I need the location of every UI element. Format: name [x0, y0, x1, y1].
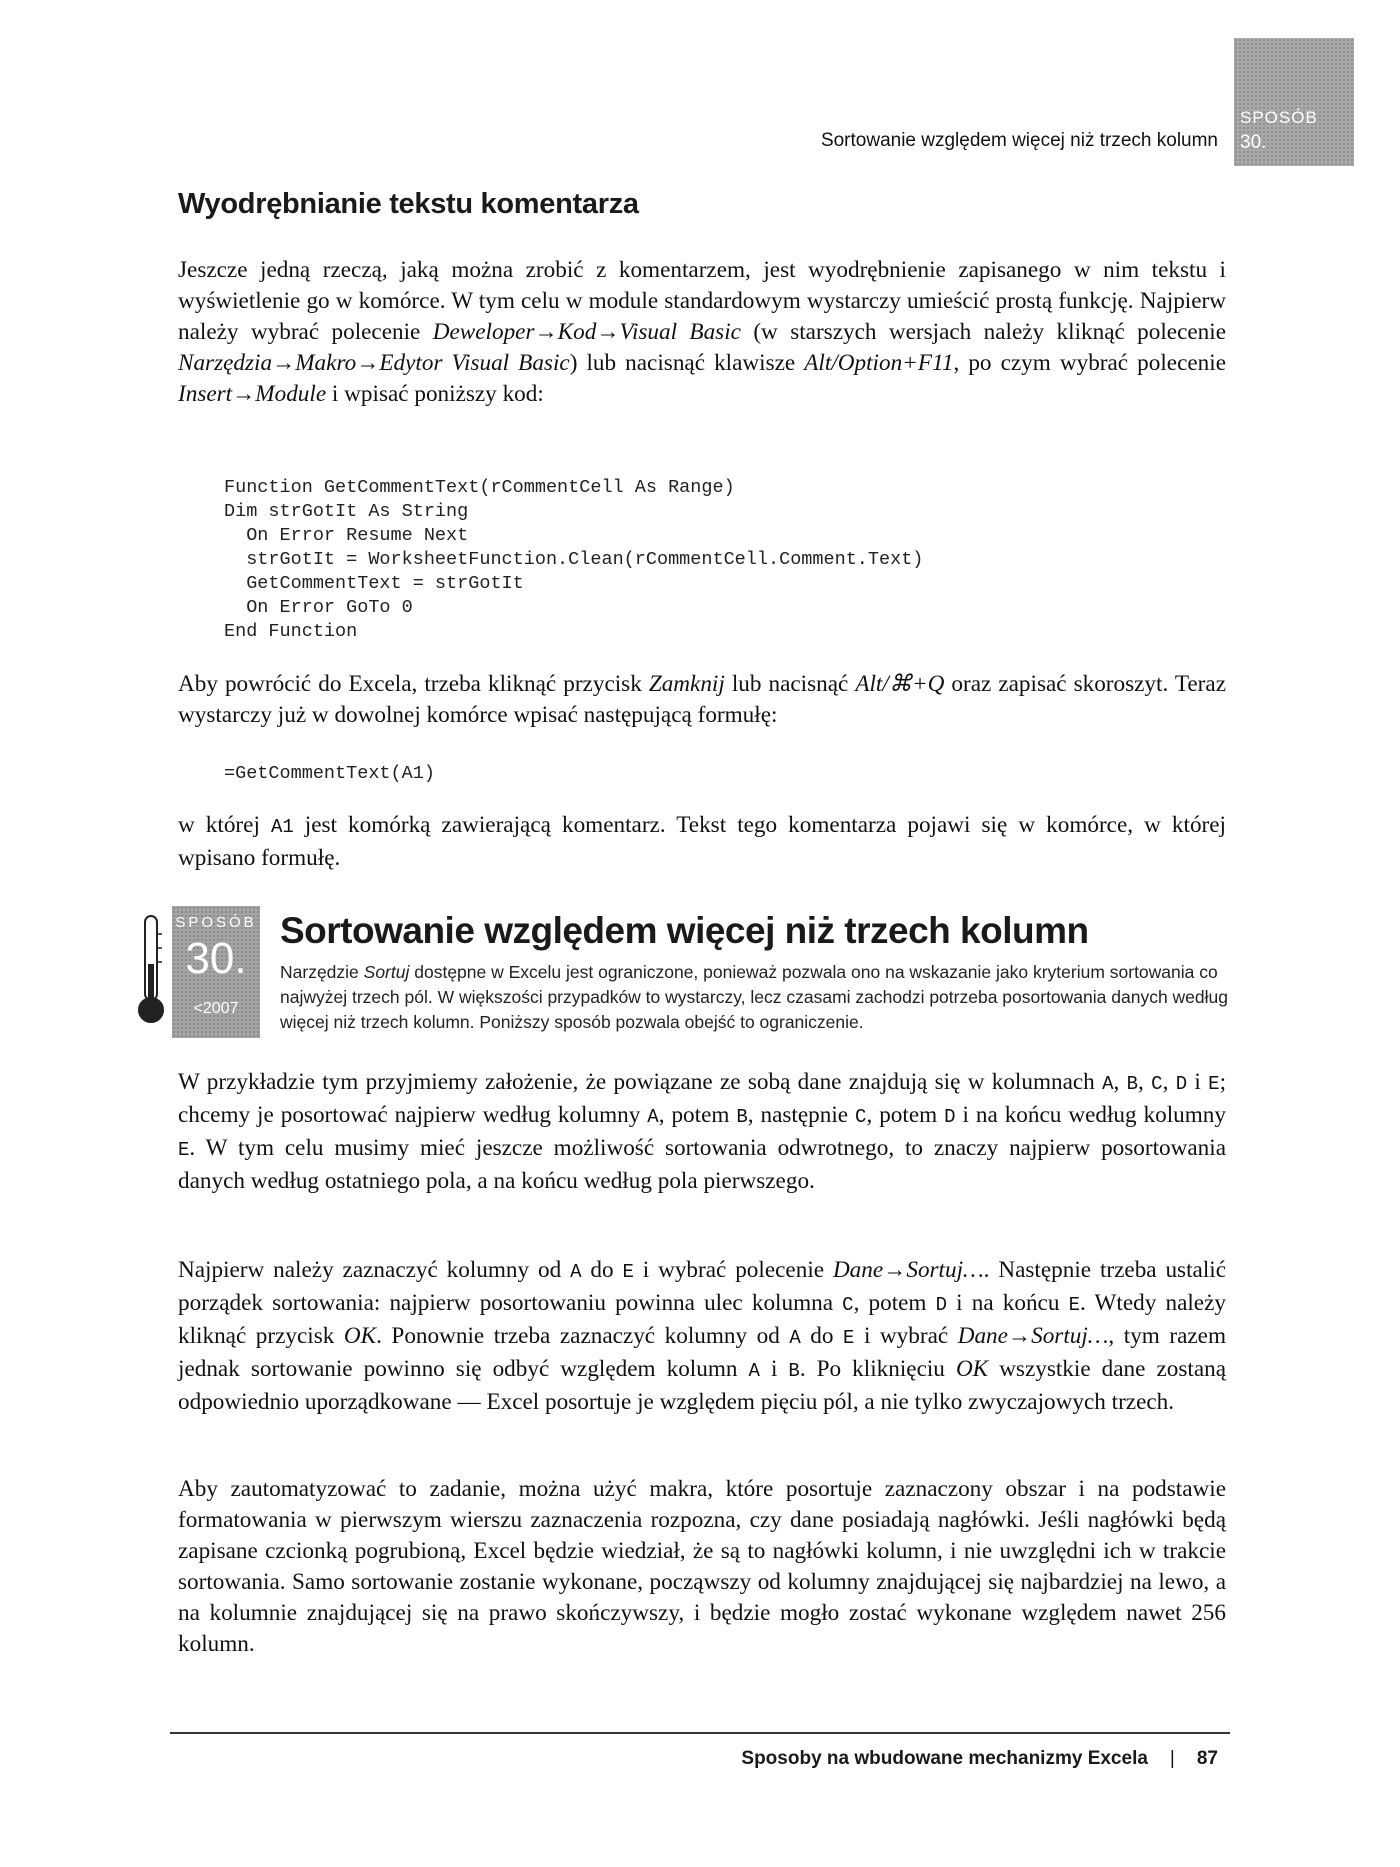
return-paragraph: Aby powrócić do Excela, trzeba kliknąć przycisk Zamknij lub nacisnąć Alt/⌘+Q oraz zapisać skoroszyt. Teraz wystarczy już w dowolnej komórce wpisać następującą formułę:: [178, 671, 1226, 728]
cell-reference: A1: [270, 816, 294, 838]
corner-tab-label: SPOSÓB: [1240, 108, 1318, 127]
corner-tab-number: 30.: [1240, 132, 1267, 153]
result-paragraph: w której A1 jest komórką zawierającą komentarz. Tekst tego komentarza pojawi się w komórce, w której wpisano formułę.: [178, 812, 1226, 871]
footer-section: Sposoby na wbudowane mechanizmy Excela: [741, 1748, 1148, 1769]
menu-path: Dane→Sortuj…: [957, 1323, 1109, 1349]
intro-paragraph: Jeszcze jedną rzeczą, jaką można zrobić z komentarzem, jest wyodrębnienie zapisanego w nim tekstu i wyświetlenie go w komórce. W tym celu w module standardowym wystarczy umieścić prostą funkcję. Najpierw należy wybrać polecenie Deweloper→Kod→Visual Basic (w starszych wersjach należy kliknąć polecenie Narzędzia→Makro→Edytor Visual Basic) lub nacisnąć klawisze Alt/Option+F11, po czym wybrać polecenie Insert→Module i wpisać poniższy kod:: [178, 257, 1226, 407]
formula-listing: =GetCommentText(A1): [224, 763, 435, 784]
button-name: OK: [955, 1356, 989, 1382]
steps-paragraph: Najpierw należy zaznaczyć kolumny od A do E i wybrać polecenie Dane→Sortuj…. Następnie trzeba ustalić porządek sortowania: najpierw posortowaniu powinna ulec kolumna C, potem D i na końcu E. Wtedy należy kliknąć przycisk OK. Ponownie trzeba zaznaczyć kolumny od A do E i wybrać Dane→Sortuj…, tym razem jednak sortowanie powinno się odbyć względem kolumn A i B. Po kliknięciu OK wszystkie dane zostaną odpowiednio uporządkowane — Excel posortuje je względem pięciu pól, a nie tylko zwyczajowych trzech.: [178, 1257, 1226, 1415]
menu-path: Insert→Module: [178, 381, 327, 407]
section-heading: Wyodrębnianie tekstu komentarza: [178, 188, 639, 220]
footer-separator: |: [1169, 1748, 1175, 1769]
tool-name: Sortuj: [363, 962, 410, 982]
page-footer: [741, 1748, 1218, 1770]
footer-rule: [170, 1732, 1230, 1734]
macro-paragraph: Aby zautomatyzować to zadanie, można użyć makra, które posortuje zaznaczony obszar i na podstawie formatowania w pierwszym wierszu zaznaczenia rozpozna, czy dane posiadają nagłówki. Jeśli nagłówki będą zapisane czcionką pogrubioną, Excel będzie wiedział, że są to nagłówki kolumn, i nie uwzględni ich w trakcie sortowania. Samo sortowanie zostanie wykonane, począwszy od kolumny znajdującej się najbardziej na lewo, a na kolumnie znajdującej się na prawo skończywszy, i będzie mogło zostać wykonane względem nawet 256 kolumn.: [178, 1476, 1226, 1657]
page-number: 87: [1196, 1748, 1218, 1769]
example-paragraph: W przykładzie tym przyjmiemy założenie, że powiązane ze sobą dane znajdują się w kolumnach A, B, C, D i E; chcemy je posortować najpierw według kolumny A, potem B, następnie C, potem D i na końcu według kolumny E. W tym celu musimy mieć jeszcze możliwość sortowania odwrotnego, to znaczy najpierw posortowania danych według ostatniego pola, a na końcu według pola pierwszego.: [178, 1069, 1227, 1194]
badge-label: SPOSÓB: [175, 914, 257, 931]
menu-path: Deweloper→Kod→Visual Basic: [432, 319, 741, 345]
corner-hack-tab: [1234, 38, 1354, 166]
badge-number: 30.: [185, 934, 247, 983]
hack-lead: Narzędzie Sortuj dostępne w Excelu jest ograniczone, ponieważ pozwala ono na wskazanie jako kryterium sortowania co najwyżej trzech pól. W większości przypadków to wystarczy, lecz czasami zachodzi potrzeba posortowania danych według więcej niż trzech kolumn. Poniższy sposób pozwala obejść to ograniczenie.: [280, 962, 1228, 1032]
vba-code-listing: Function GetCommentText(rCommentCell As Range) Dim strGotIt As String On Error Resume Next strGotIt = WorksheetFunction.Clean(rCommentCell.Comment.Text) GetCommentText = strGotIt On Error GoTo 0 End Function: [224, 477, 924, 642]
badge-version: <2007: [193, 1000, 239, 1017]
shortcut: Alt/Option+F11: [804, 350, 954, 376]
running-head: Sortowanie względem więcej niż trzech kolumn: [820, 130, 1218, 151]
hack-badge: [172, 906, 260, 1038]
button-name: Zamknij: [648, 671, 725, 697]
menu-path: Narzędzia→Makro→Edytor Visual Basic: [178, 350, 570, 376]
shortcut: Alt/⌘+Q: [855, 671, 945, 697]
button-name: OK: [343, 1323, 377, 1349]
thermometer-icon: [136, 914, 166, 1026]
hack-title: Sortowanie względem więcej niż trzech kolumn: [280, 910, 1089, 951]
menu-path: Dane→Sortuj…: [832, 1257, 984, 1283]
